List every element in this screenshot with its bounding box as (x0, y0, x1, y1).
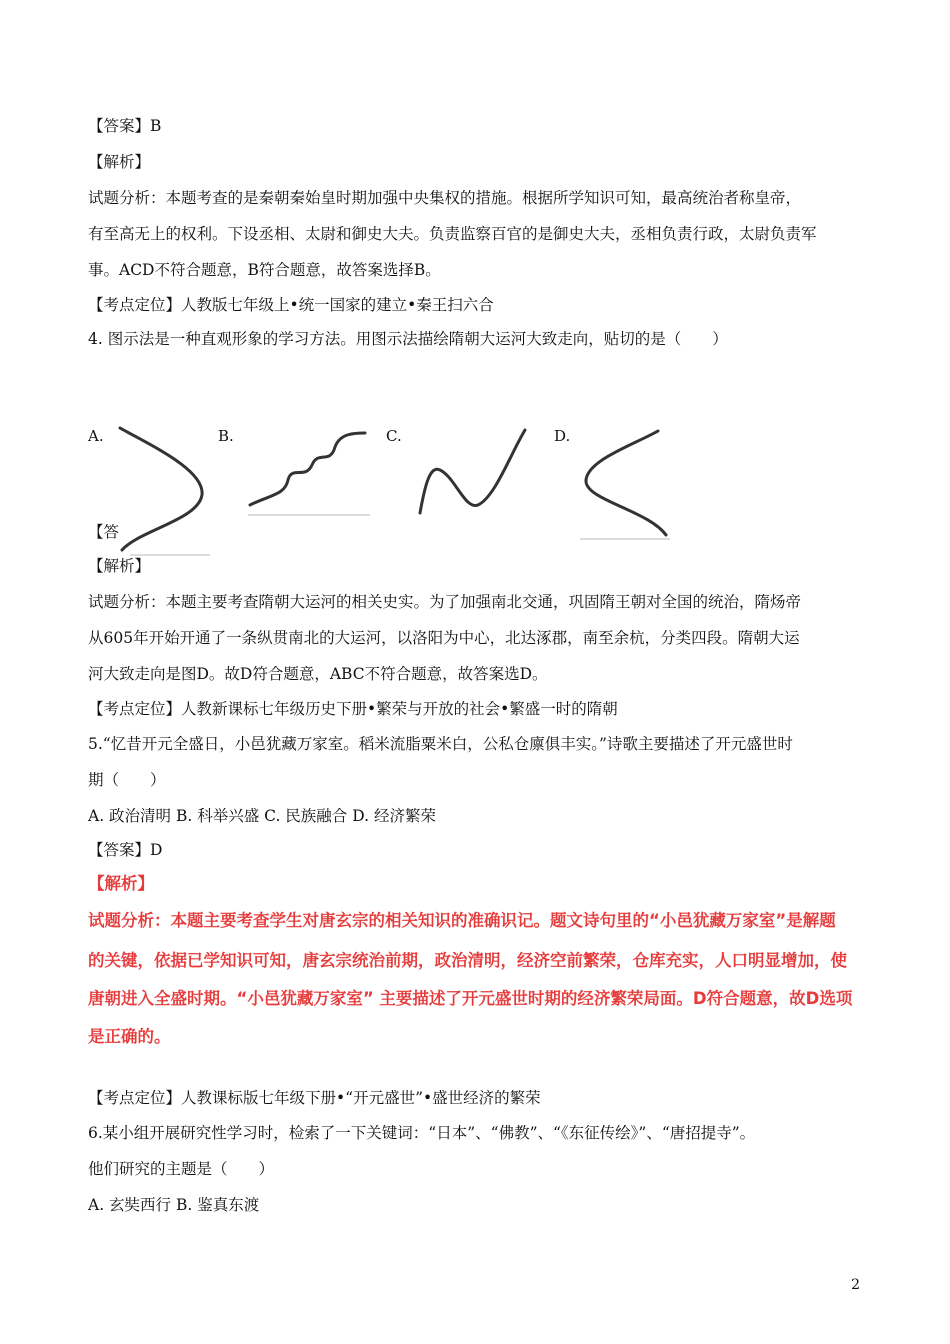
q4-option-a-sketch (110, 420, 215, 560)
q3-analysis-line-1: 试题分析：本题考查的是秦朝秦始皇时期加强中央集权的措施。根据所学知识可知，最高统治者称皇帝， (88, 189, 802, 207)
q4-question: 4. 图示法是一种直观形象的学习方法。用图示法描绘隋朝大运河大致走向，贴切的是（ ） (88, 330, 728, 348)
q5-analysis-head: 【解析】 (88, 874, 154, 893)
q4-analysis-line-2: 从605年开始开通了一条纵贯南北的大运河，以洛阳为中心，北达涿郡，南至余杭，分类四段。隋朝大运 (88, 629, 800, 647)
q4-option-c-sketch (410, 425, 535, 520)
q5-analysis-line-4: 是正确的。 (88, 1027, 171, 1046)
q5-analysis-line-2: 的关键，依据已学知识可知，唐玄宗统治前期，政治清明，经济空前繁荣，仓库充实，人口明显增加，使 (88, 951, 847, 970)
q5-analysis-line-1: 试题分析：本题主要考查学生对唐玄宗的相关知识的准确识记。题文诗句里的“小邑犹藏万家室”是解题 (88, 911, 836, 930)
q4-analysis-line-3: 河大致走向是图D。故D符合题意，ABC不符合题意，故答案选D。 (88, 665, 548, 683)
q5-options: A. 政治清明 B. 科举兴盛 C. 民族融合 D. 经济繁荣 (88, 807, 436, 825)
q4-option-b-sketch (240, 425, 375, 520)
q4-analysis-head: 【解析】 (88, 557, 151, 575)
q3-point: 【考点定位】人教版七年级上•统一国家的建立•秦王扫六合 (88, 296, 494, 314)
q4-point: 【考点定位】人教新课标七年级历史下册•繁荣与开放的社会•繁盛一时的隋朝 (88, 700, 618, 718)
q5-point: 【考点定位】人教课标版七年级下册•“开元盛世”•盛世经济的繁荣 (88, 1089, 541, 1107)
q4-option-d-sketch (578, 425, 673, 543)
q4-option-d-label: D. (554, 427, 571, 445)
q3-analysis-line-3: 事。ACD不符合题意，B符合题意，故答案选择B。 (88, 261, 441, 279)
q5-analysis-line-3: 唐朝进入全盛时期。“小邑犹藏万家室” 主要描述了开元盛世时期的经济繁荣局面。D符合题意，故D选项 (88, 989, 853, 1008)
q4-option-a-label: A. (88, 427, 104, 445)
q4-answer-partial: 【答 (88, 523, 120, 541)
q6-options: A. 玄奘西行 B. 鉴真东渡 (88, 1196, 260, 1214)
q5-question-line-1: 5.“忆昔开元全盛日，小邑犹藏万家室。稻米流脂粟米白，公私仓廪俱丰实。”诗歌主要描述了开元盛世时 (88, 735, 793, 753)
q5-question-line-2: 期（ ） (88, 771, 166, 789)
q6-question-line-2: 他们研究的主题是（ ） (88, 1160, 275, 1178)
q4-option-c-label: C. (386, 427, 402, 445)
q4-option-b-label: B. (218, 427, 234, 445)
q5-answer: 【答案】D (88, 841, 163, 859)
page-number: 2 (851, 1277, 860, 1293)
q4-analysis-line-1: 试题分析：本题主要考查隋朝大运河的相关史实。为了加强南北交通，巩固隋王朝对全国的统治，隋炀帝 (88, 593, 802, 611)
q6-question-line-1: 6.某小组开展研究性学习时，检索了一下关键词：“日本”、“佛教”、“《东征传绘》”、“唐招提寺”。 (88, 1124, 756, 1142)
q3-analysis-head: 【解析】 (88, 153, 151, 171)
q3-analysis-line-2: 有至高无上的权利。下设丞相、太尉和御史大夫。负责监察百官的是御史大夫，丞相负责行政，太尉负责军 (88, 225, 817, 243)
q3-answer: 【答案】B (88, 117, 162, 135)
